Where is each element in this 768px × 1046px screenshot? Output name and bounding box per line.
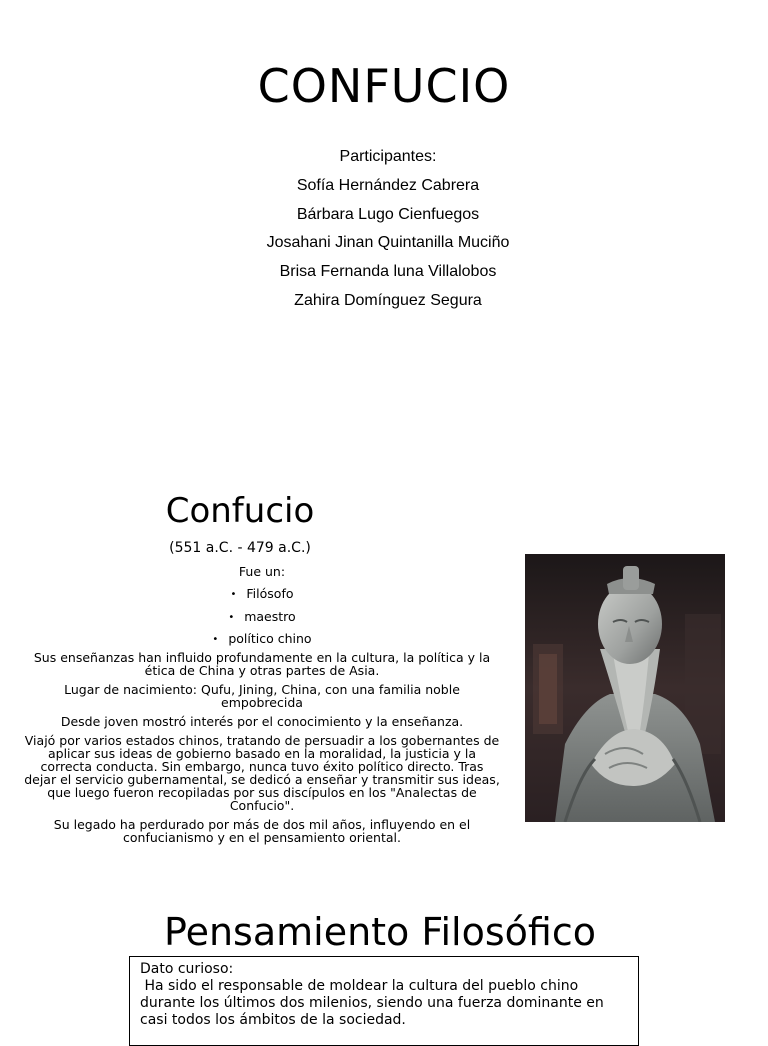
participant-name: Brisa Fernanda luna Villalobos bbox=[279, 263, 497, 281]
roles-intro: Fue un: bbox=[238, 564, 286, 579]
participant-name: Zahira Domínguez Segura bbox=[294, 291, 482, 309]
list-item: • Filósofo bbox=[24, 583, 500, 606]
bullet-icon: • bbox=[228, 611, 235, 623]
fun-fact-label: Dato curioso: bbox=[140, 961, 234, 977]
paragraph: Lugar de nacimiento: Qufu, Jining, China, con una familia noble empobrecida bbox=[64, 681, 460, 710]
section-title-pensamiento: Pensamiento Filosófico bbox=[164, 910, 596, 954]
participant-name: Bárbara Lugo Cienfuegos bbox=[296, 205, 480, 223]
confucius-statue-image bbox=[525, 554, 725, 822]
paragraph: Viajó por varios estados chinos, tratando de persuadir a los gobernantes de aplicar sus ideas de gobierno basado en la moralidad, la justicia y la correcta conducta. Sin embargo, nunca tuvo éxito político directo. Tras dejar el servicio gubernamental, se dedicó a enseñar y transmitir sus ideas, que luego fueron recopiladas por sus discípulos en los "Analectas de Confucio". bbox=[24, 732, 500, 813]
document-title: CONFUCIO bbox=[257, 59, 511, 113]
bullet-icon: • bbox=[230, 589, 237, 600]
paragraph: Su legado ha perdurado por más de dos mil años, influyendo en el confucianismo y en el pensamiento oriental. bbox=[53, 816, 471, 845]
list-item: • maestro bbox=[24, 606, 500, 629]
fun-fact-text: Ha sido el responsable de moldear la cultura del pueblo chino durante los últimos dos milenios, siendo una fuerza dominante en casi todos los ámbitos de la sociedad. bbox=[140, 978, 609, 1028]
participant-name: Josahani Jinan Quintanilla Muciño bbox=[266, 234, 510, 252]
participant-name: Sofía Hernández Cabrera bbox=[296, 176, 480, 194]
life-dates: (551 a.C. - 479 a.C.) bbox=[169, 540, 311, 556]
list-item: • político chino bbox=[24, 628, 500, 651]
section-title-confucio: Confucio bbox=[165, 491, 315, 531]
participants-block bbox=[0, 143, 768, 316]
paragraph: Sus enseñanzas han influido profundamente en la cultura, la política y la ética de China y otras partes de Asia. bbox=[33, 649, 491, 678]
paragraph: Desde joven mostró interés por el conocimiento y la enseñanza. bbox=[60, 713, 464, 729]
roles-list bbox=[24, 583, 500, 651]
fun-fact-box bbox=[129, 956, 639, 1046]
participants-label: Participantes: bbox=[339, 148, 437, 165]
biography-text bbox=[24, 564, 500, 850]
bullet-icon: • bbox=[212, 634, 219, 645]
